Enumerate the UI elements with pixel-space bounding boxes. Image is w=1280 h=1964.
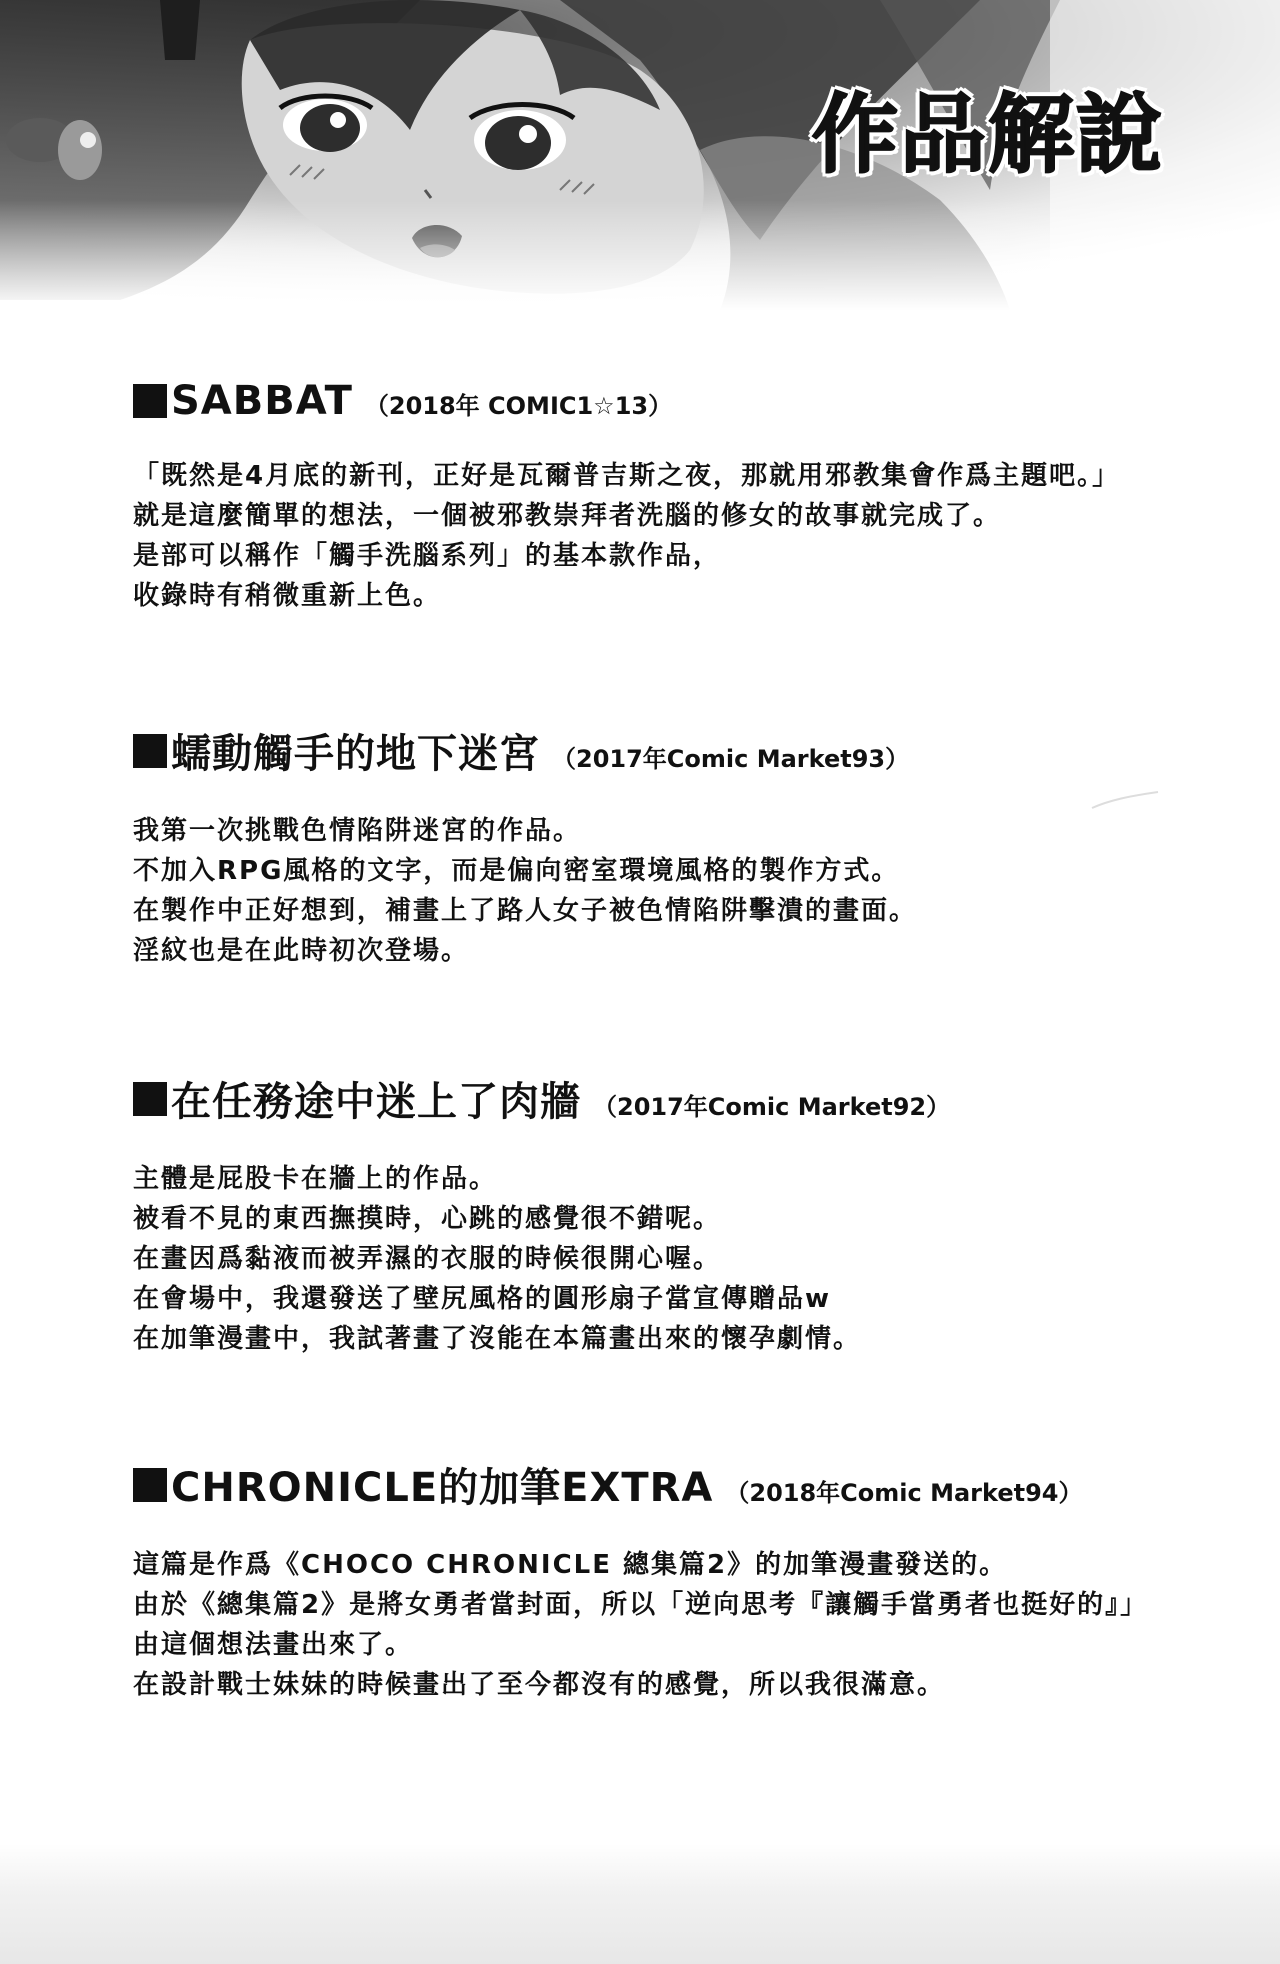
body-line: 不加入RPG風格的文字，而是偏向密室環境風格的製作方式。	[133, 856, 900, 886]
section-heading	[133, 722, 1213, 779]
body-line: 在製作中正好想到，補畫上了路人女子被色情陷阱擊潰的畫面。	[133, 896, 918, 926]
body-line: 收錄時有稍微重新上色。	[133, 581, 442, 611]
section-flesh-wall	[133, 1070, 1213, 1359]
body-line: 被看不見的東西撫摸時，心跳的感覺很不錯呢。	[133, 1204, 722, 1234]
body-line: 「既然是4月底的新刊，正好是瓦爾普吉斯之夜，那就用邪教集會作爲主題吧。」	[133, 461, 1121, 491]
body-line: 淫紋也是在此時初次登場。	[133, 936, 470, 966]
page-bottom-shade	[0, 1844, 1280, 1964]
square-bullet-icon	[133, 384, 167, 418]
body-line: 這篇是作爲《CHOCO CHRONICLE 總集篇2》的加筆漫畫發送的。	[133, 1550, 1008, 1580]
page-title: 作品解說	[812, 85, 1164, 185]
section-release-info: （2017年Comic Market93）	[552, 745, 910, 773]
section-heading	[133, 1456, 1213, 1513]
section-body	[133, 456, 1213, 616]
body-line: 在會場中，我還發送了壁尻風格的圓形扇子當宣傳贈品w	[133, 1284, 832, 1314]
scan-mark	[1090, 790, 1160, 810]
section-heading	[133, 378, 1213, 424]
body-line: 是部可以稱作「觸手洗腦系列」的基本款作品，	[133, 541, 722, 571]
section-body	[133, 811, 1213, 971]
body-line: 由於《總集篇2》是將女勇者當封面，所以「逆向思考『讓觸手當勇者也挺好的』」	[133, 1590, 1149, 1620]
section-release-info: （2018年 COMIC1☆13）	[364, 392, 673, 420]
section-body	[133, 1159, 1213, 1359]
body-line: 在加筆漫畫中，我試著畫了沒能在本篇畫出來的懷孕劇情。	[133, 1324, 862, 1354]
body-line: 我第一次挑戰色情陷阱迷宮的作品。	[133, 816, 582, 846]
section-title: 蠕動觸手的地下迷宮	[171, 731, 540, 777]
section-title: SABBAT	[171, 378, 353, 424]
body-line: 在畫因爲黏液而被弄濕的衣服的時候很開心喔。	[133, 1244, 722, 1274]
square-bullet-icon	[133, 1082, 167, 1116]
body-line: 由這個想法畫出來了。	[133, 1630, 414, 1660]
section-heading	[133, 1070, 1213, 1127]
body-line: 在設計戰士妹妹的時候畫出了至今都沒有的感覺，所以我很滿意。	[133, 1670, 946, 1700]
square-bullet-icon	[133, 1468, 167, 1502]
section-release-info: （2018年Comic Market94）	[725, 1479, 1083, 1507]
section-title: 在任務途中迷上了肉牆	[171, 1079, 581, 1125]
section-body	[133, 1545, 1213, 1705]
body-line: 就是這麼簡單的想法，一個被邪教崇拜者洗腦的修女的故事就完成了。	[133, 501, 1002, 531]
section-sabbat	[133, 378, 1213, 616]
section-chronicle-extra	[133, 1456, 1213, 1705]
square-bullet-icon	[133, 734, 167, 768]
section-title: CHRONICLE的加筆EXTRA	[171, 1465, 714, 1511]
section-tentacle-dungeon	[133, 722, 1213, 971]
section-release-info: （2017年Comic Market92）	[593, 1093, 951, 1121]
body-line: 主體是屁股卡在牆上的作品。	[133, 1164, 498, 1194]
